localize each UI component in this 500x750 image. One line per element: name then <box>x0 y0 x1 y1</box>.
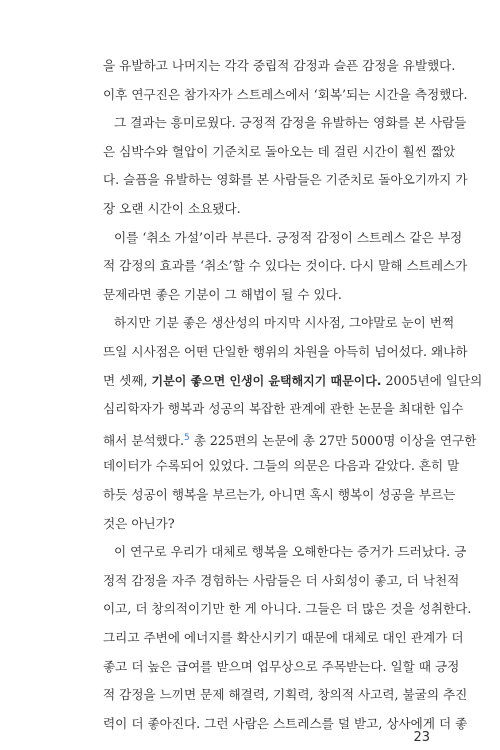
text-line: 정적 감정을 자주 경험하는 사람들은 더 사회성이 좋고, 더 낙천적 <box>103 572 460 588</box>
text-line: 심리학자가 행복과 성공의 복잡한 관계에 관한 논문을 최대한 입수 <box>103 401 464 417</box>
text-line: 적 감정의 효과를 ‘취소’할 수 있다는 것이다. 다시 말해 스트레스가 <box>103 258 468 274</box>
text-line: 은 심박수와 혈압이 기준치로 돌아오는 데 걸린 시간이 훨씬 짧았 <box>103 143 456 159</box>
text-run: 총 225편의 논문에 총 27만 5000명 이상을 연구한 <box>189 432 477 448</box>
footnote-marker[interactable]: 5 <box>184 432 190 443</box>
text-line: 이 연구로 우리가 대체로 행복을 오해한다는 증거가 드러났다. 긍 <box>114 544 467 560</box>
text-line <box>103 429 477 450</box>
text-line: 을 유발하고 나머지는 각각 중립적 감정과 슬픈 감정을 유발했다. <box>103 58 456 73</box>
text-line: 력이 더 좋아진다. 그런 사람은 스트레스를 덜 받고, 상사에게 더 좋 <box>103 715 468 731</box>
text-line: 이후 연구진은 참가자가 스트레스에서 ‘회복’되는 시간을 측정했다. <box>103 86 468 102</box>
text-line: 이고, 더 창의적이기만 한 게 아니다. 그들은 더 많은 것을 성취한다. <box>103 601 472 617</box>
text-run: 2005년에 일단의 <box>381 372 483 388</box>
text-line: 데이터가 수록되어 있었다. 그들의 의문은 다음과 같았다. 흔히 말 <box>103 458 460 474</box>
emphasis-text: 기분이 좋으면 인생이 윤택해지기 때문이다. <box>151 373 382 388</box>
text-line: 문제라면 좋은 기분이 그 해법이 될 수 있다. <box>103 286 342 302</box>
text-line: 그리고 주변에 에너지를 확산시키기 때문에 대체로 대인 관계가 더 <box>103 630 464 645</box>
text-run: 면 셋째, <box>103 372 148 388</box>
text-line: 그 결과는 흥미로웠다. 긍정적 감정을 유발하는 영화를 본 사람들 <box>114 115 467 131</box>
text-line: 하듯 성공이 행복을 부르는가, 아니면 혹시 행복이 성공을 부르는 <box>103 487 456 502</box>
text-line: 뜨일 시사점은 어떤 단일한 행위의 차원을 아득히 넘어섰다. 왜냐하 <box>103 344 468 359</box>
page-number: 23 <box>413 730 430 745</box>
text-line: 적 감정을 느끼면 문제 해결력, 기획력, 창의적 사고력, 불굴의 추진 <box>103 687 468 703</box>
text-line: 이를 ‘취소 가설’이라 부른다. 긍정적 감정이 스트레스 같은 부정 <box>114 229 463 245</box>
text-run: 해서 분석했다. <box>103 432 184 448</box>
text-line: 좋고 더 높은 급여를 받으며 업무상으로 주목받는다. 일할 때 긍정 <box>103 658 460 674</box>
text-line: 장 오랜 시간이 소요됐다. <box>103 201 241 216</box>
text-line: 하지만 기분 좋은 생산성의 마지막 시사점, 그야말로 눈이 번쩍 <box>114 315 455 331</box>
text-line: 다. 슬픔을 유발하는 영화를 본 사람들은 기준치로 돌아오기까지 가 <box>103 172 468 188</box>
text-line: 것은 아닌가? <box>103 515 175 531</box>
text-line <box>103 372 483 390</box>
